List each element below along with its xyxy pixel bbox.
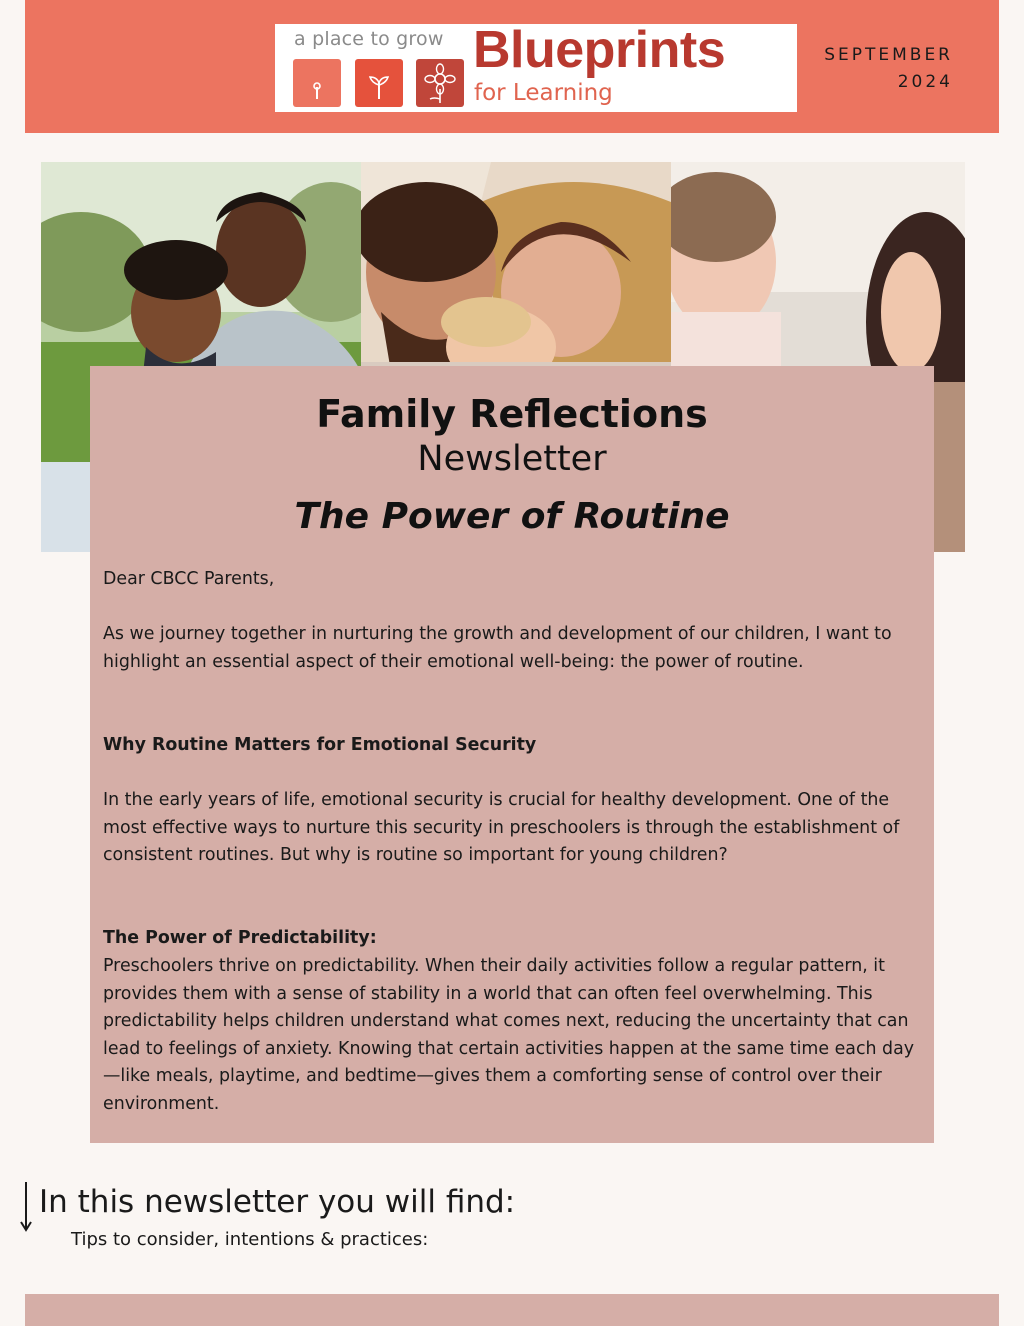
section1-paragraph: In the early years of life, emotional security is crucial for healthy development. One of the most effective ways to nurture this security in preschoolers is through the establishment of consistent routines. But why is routine so important for young children? [103,790,900,866]
salutation: Dear CBCC Parents, [103,569,275,589]
footer-bar [25,1294,999,1326]
newsletter-subtitle: Newsletter [417,439,607,479]
section2-paragraph: Preschoolers thrive on predictability. When their daily activities follow a regular pattern, it provides them with a sense of stability in a world that can often feel overwhelming. This predictability helps children understand what comes next, reducing the uncertainty that can lead to feelings of anxiety. Knowing that certain activities happen at the same time each day—like meals, playtime, and bedtime—gives them a comforting sense of control over their environment. [103,956,915,1114]
seedling-icon [355,59,403,107]
header-banner [25,0,999,133]
sprout-icon [293,59,341,107]
issue-month: SEPTEMBER [824,45,953,65]
logo-tagline: a place to grow [294,28,444,50]
logo [275,21,797,112]
article-topic: The Power of Routine [294,496,730,537]
arrow-down-icon [18,1180,34,1234]
contents-subheading: Tips to consider, intentions & practices: [71,1229,429,1250]
newsletter-title: Family Reflections [316,392,708,436]
logo-brand: Blueprints [473,21,726,79]
contents-heading: In this newsletter you will find: [39,1184,516,1220]
flower-icon [416,59,464,107]
section2-heading: The Power of Predictability: [103,928,377,948]
logo-brand-sub: for Learning [474,80,613,106]
issue-date [824,42,953,96]
issue-year: 2024 [897,72,953,92]
section1-heading: Why Routine Matters for Emotional Security [103,735,537,755]
intro-paragraph: As we journey together in nurturing the growth and development of our children, I want to highlight an essential aspect of their emotional well-being: the power of routine. [103,624,892,672]
article-panel [90,366,934,1143]
